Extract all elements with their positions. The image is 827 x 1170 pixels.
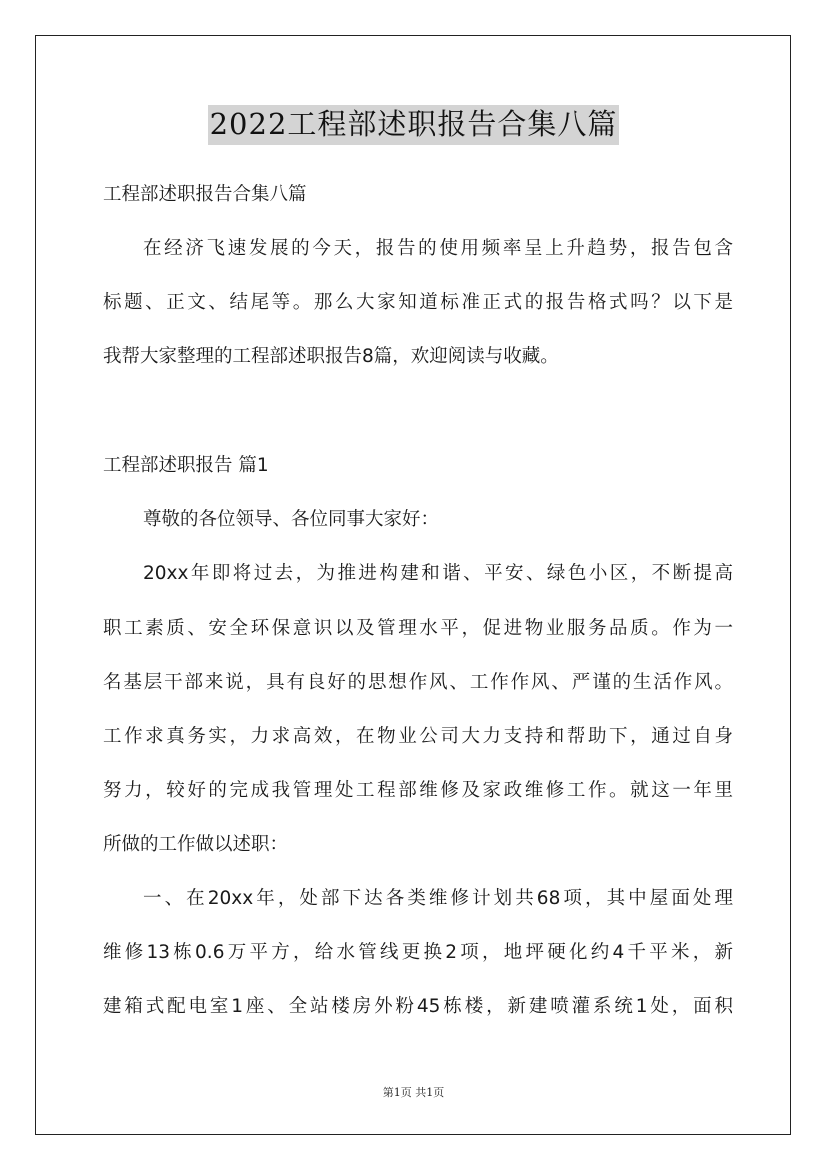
paragraph-line: 职工素质、安全环保意识以及管理水平，促进物业服务品质。作为一: [103, 618, 733, 639]
paragraph-line: 名基层干部来说，具有良好的思想作风、工作作风、严谨的生活作风。: [103, 672, 733, 693]
subtitle-line: 工程部述职报告合集八篇: [103, 184, 307, 205]
page-footer: 第1页 共1页: [382, 1086, 445, 1099]
document-title-text: 2022工程部述职报告合集八篇: [208, 105, 620, 145]
section-heading: 工程部述职报告 篇1: [103, 455, 269, 476]
paragraph-line: 一、在20xx年，处部下达各类维修计划共68项，其中屋面处理: [143, 888, 733, 909]
paragraph-line: 建箱式配电室1座、全站楼房外粉45栋楼，新建喷灌系统1处，面积: [103, 996, 733, 1017]
paragraph-line: 我帮大家整理的工程部述职报告8篇，欢迎阅读与收藏。: [103, 346, 559, 367]
paragraph-line: 维修13栋0.6万平方，给水管线更换2项，地坪硬化约4千平米，新: [103, 942, 733, 963]
paragraph-line: 工作求真务实，力求高效，在物业公司大力支持和帮助下，通过自身: [103, 726, 733, 747]
paragraph-line: 所做的工作做以述职：: [103, 834, 289, 855]
paragraph-line: 标题、正文、结尾等。那么大家知道标准正式的报告格式吗？以下是: [103, 292, 733, 313]
paragraph-line: 在经济飞速发展的今天，报告的使用频率呈上升趋势，报告包含: [143, 238, 733, 259]
paragraph-line: 努力，较好的完成我管理处工程部维修及家政维修工作。就这一年里: [103, 780, 733, 801]
paragraph-line: 20xx年即将过去，为推进构建和谐、平安、绿色小区，不断提高: [143, 563, 733, 584]
document-title: [0, 102, 827, 143]
paragraph-line: 尊敬的各位领导、各位同事大家好：: [143, 509, 440, 530]
